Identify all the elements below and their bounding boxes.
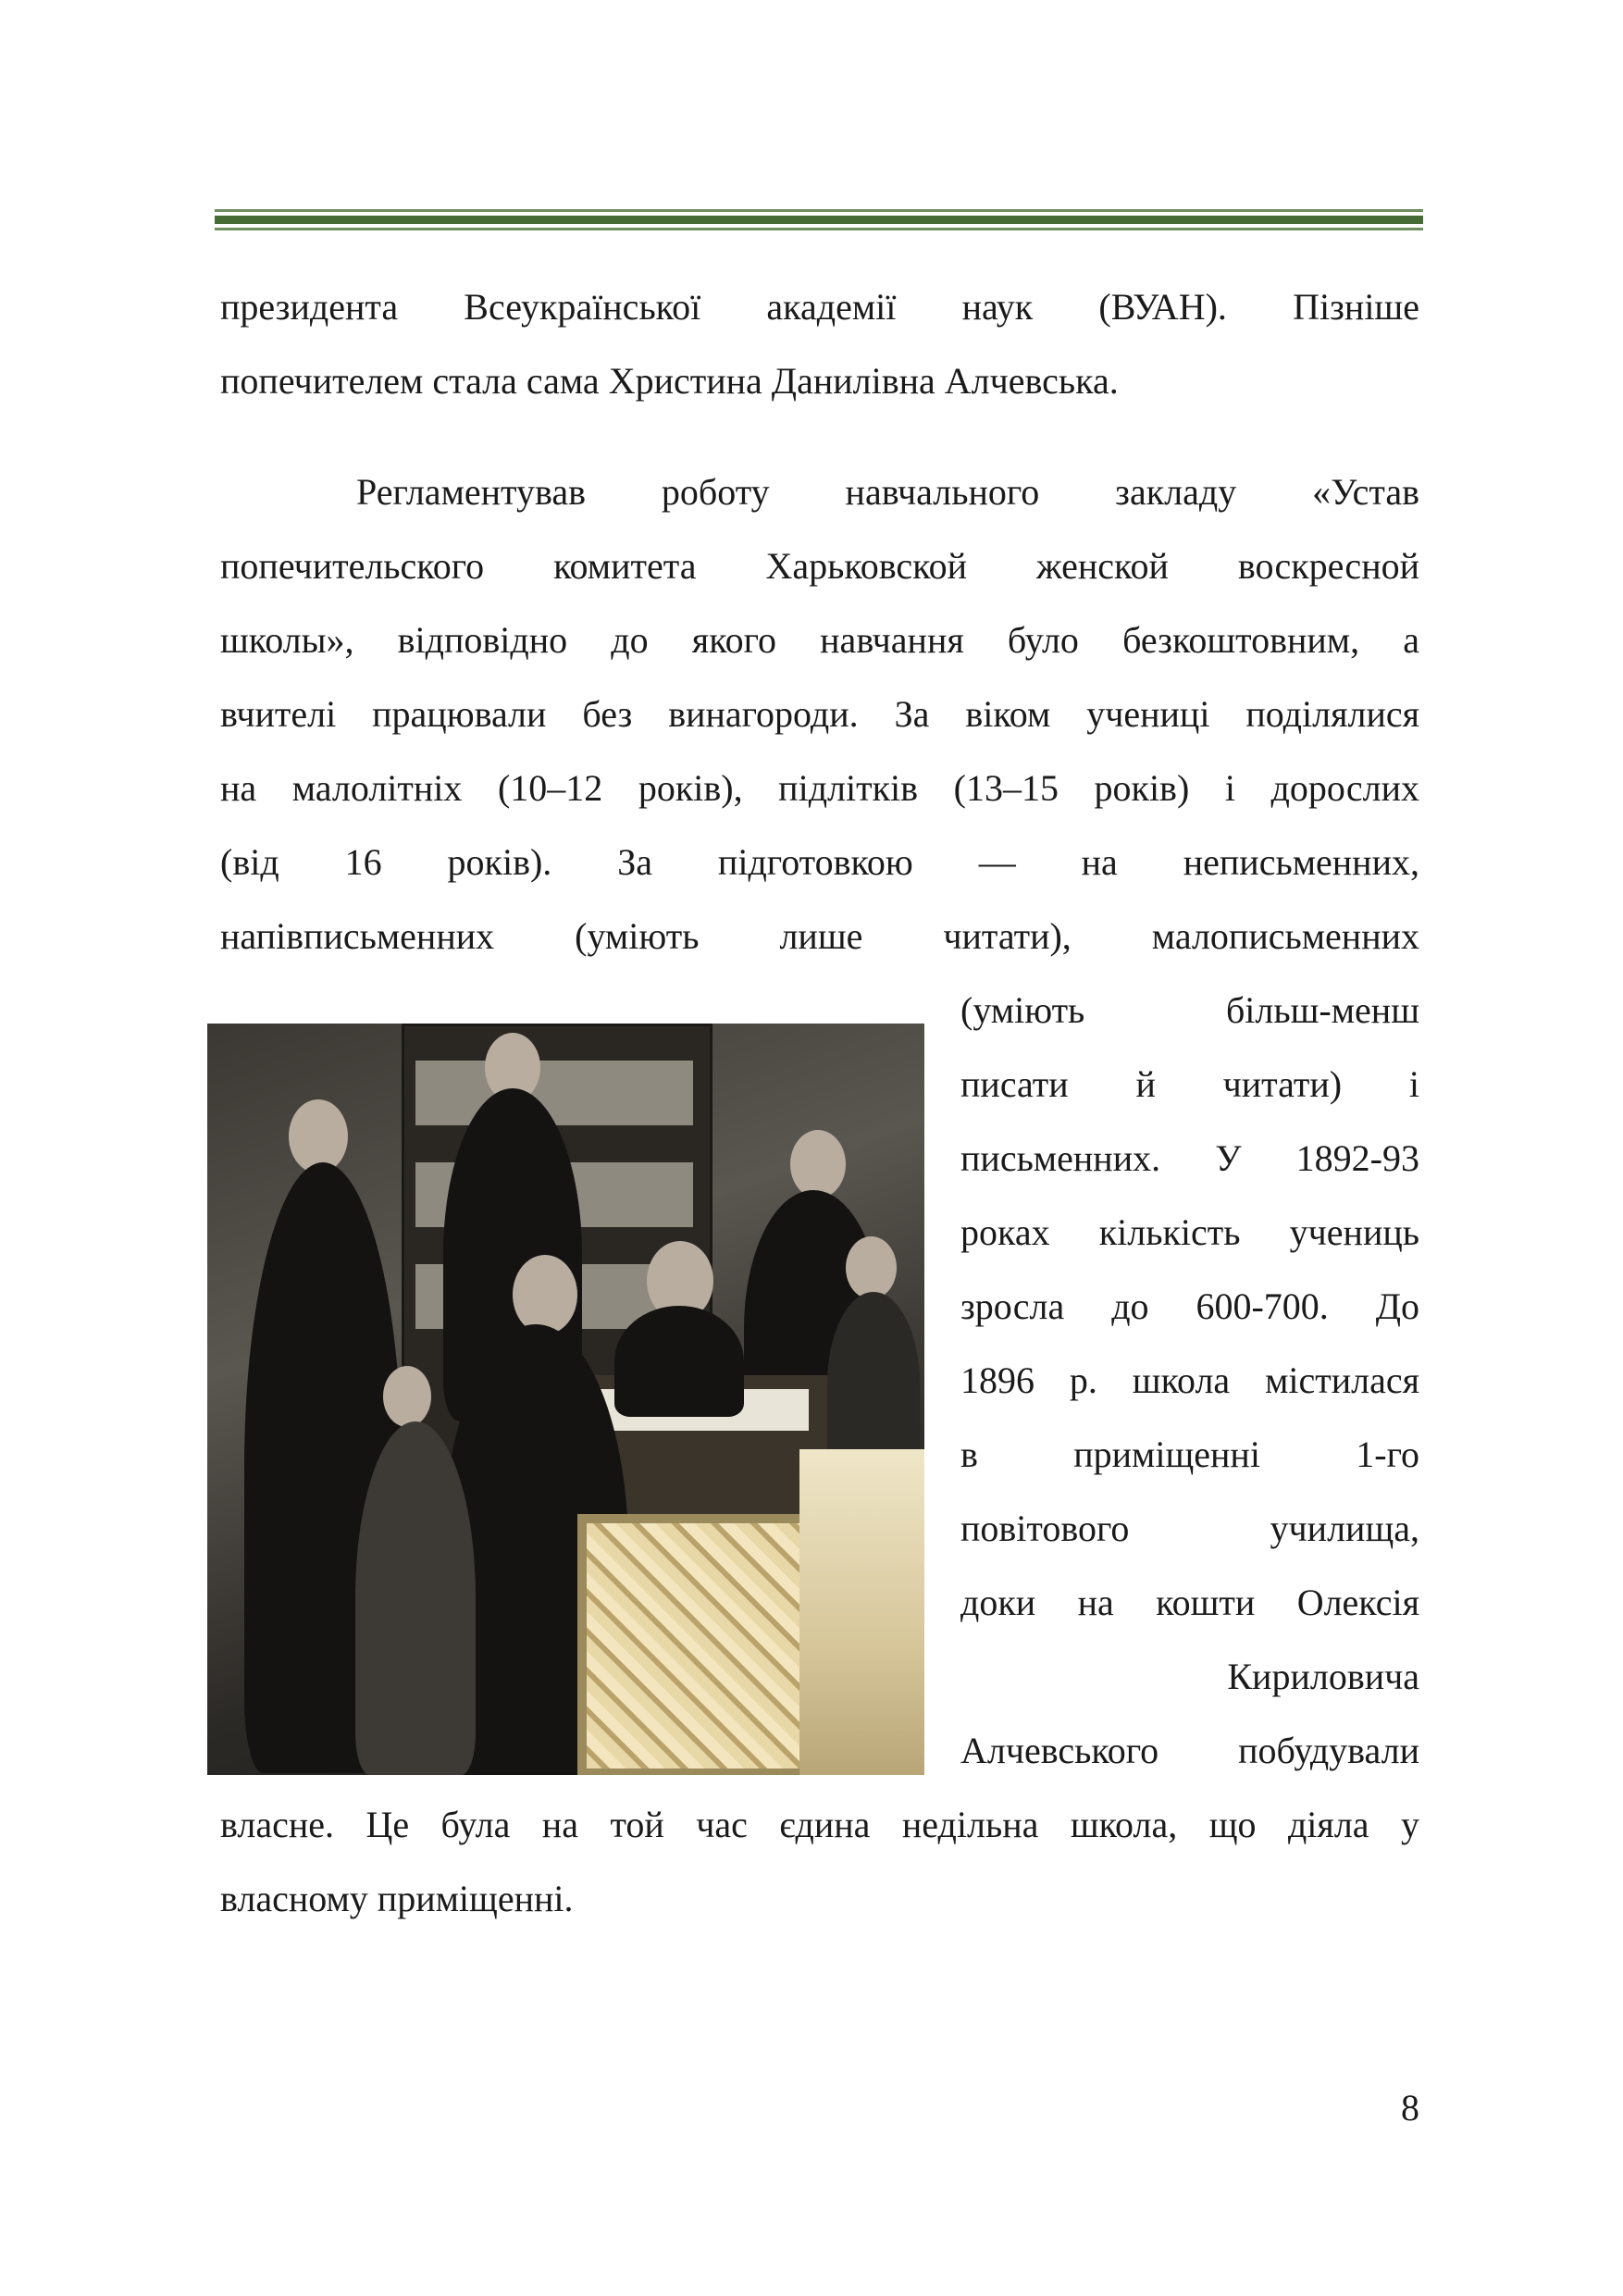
text-line-9: напівписьменних (уміють лише читати), малописьменних xyxy=(220,915,1419,957)
header-rule-thick xyxy=(215,216,1423,224)
header-rule-thin-bottom xyxy=(215,228,1423,230)
text-line-2: попечителем стала сама Христина Данилівна Алчевська. xyxy=(220,360,1119,402)
text-line-14: зросла до 600-700. До xyxy=(960,1285,1419,1327)
text-line-5: школы», відповідно до якого навчання було безкоштовним, а xyxy=(220,619,1419,661)
text-line-8: (від 16 років). За підготовкою — на неписьменних, xyxy=(220,841,1419,883)
girl-right-head xyxy=(846,1236,897,1299)
text-line-16: в приміщенні 1-го xyxy=(960,1433,1419,1475)
books-shelf-1 xyxy=(415,1061,693,1125)
text-line-1: президента Всеукраїнської академії наук (ВУАН). Пізніше xyxy=(220,286,1419,328)
text-line-4: попечительского комитета Харьковской женской воскресной xyxy=(220,545,1419,587)
girl-left-figure xyxy=(355,1421,476,1775)
text-line-19: Кириловича xyxy=(1227,1656,1419,1697)
girl-left-head xyxy=(383,1366,431,1427)
text-line-6: вчителі працювали без винагороди. За віком учениці поділялися xyxy=(220,693,1419,735)
text-line-20: Алчевського побудували xyxy=(960,1730,1419,1771)
text-line-12: письменних. У 1892-93 xyxy=(960,1137,1419,1179)
text-line-22: власному приміщенні. xyxy=(220,1878,574,1919)
text-line-18: доки на кошти Олексія xyxy=(960,1582,1419,1623)
text-line-7: на малолітніх (10–12 років), підлітків (13–15 років) і дорослих xyxy=(220,767,1419,809)
seated-woman-head xyxy=(513,1255,577,1334)
text-line-11: писати й читати) і xyxy=(960,1063,1419,1105)
text-line-17: повітового училища, xyxy=(960,1508,1419,1549)
text-line-21: власне. Це була на той час єдина недільна школа, що діяла у xyxy=(220,1804,1419,1845)
picture-frame xyxy=(799,1449,924,1775)
text-line-3: Регламентував роботу навчального закладу «Устав xyxy=(356,471,1419,513)
text-line-10: (уміють більш-менш xyxy=(960,989,1419,1031)
historical-photo xyxy=(207,1024,924,1775)
elder-woman-figure xyxy=(614,1306,744,1417)
woman-right-head xyxy=(790,1130,846,1198)
page-number: 8 xyxy=(1401,2087,1419,2128)
text-line-15: 1896 р. школа містилася xyxy=(960,1359,1419,1401)
text-line-13: роках кількість учениць xyxy=(960,1211,1419,1253)
header-rule-thin-top xyxy=(215,209,1423,212)
